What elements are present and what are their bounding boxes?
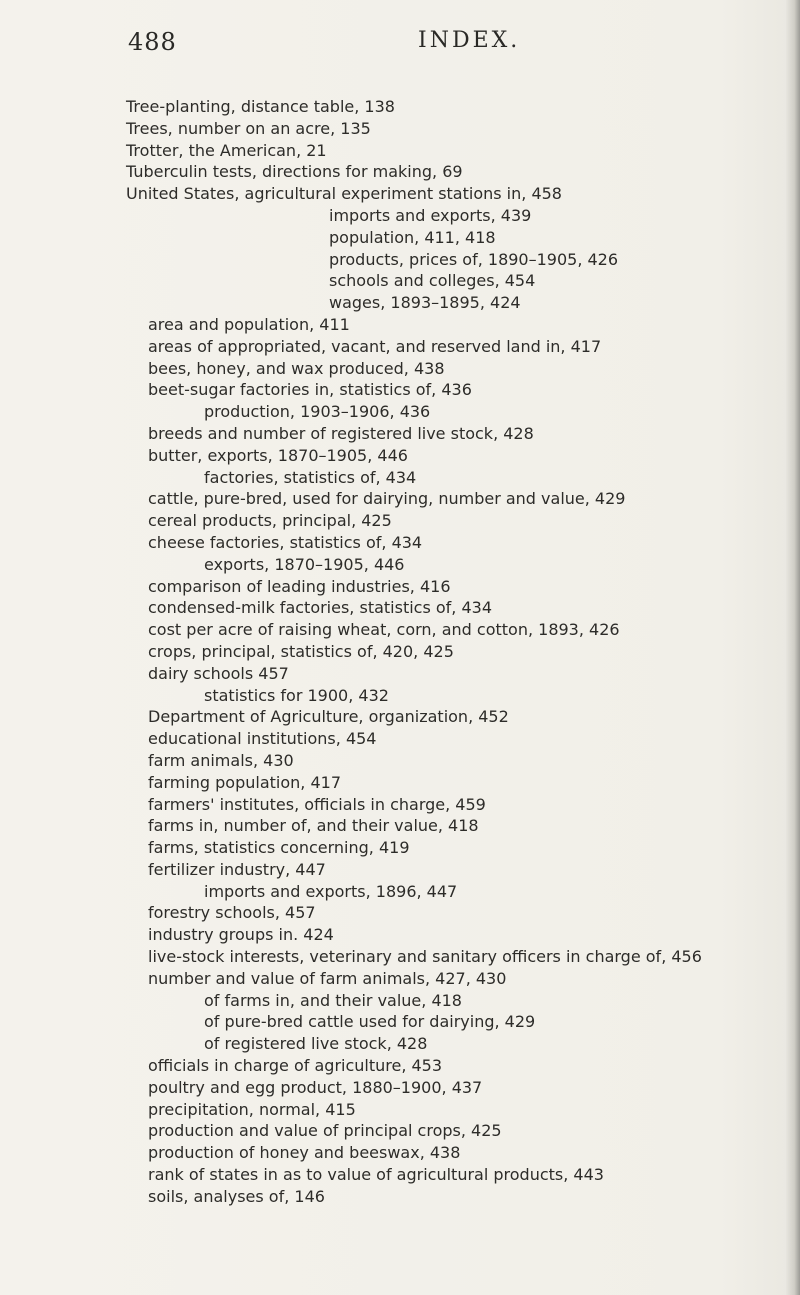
index-entry: dairy schools 457	[148, 663, 289, 683]
index-entry: areas of appropriated, vacant, and reserved land in, 417	[148, 336, 602, 356]
index-entry: farms, statistics concerning, 419	[148, 838, 410, 858]
page-edge-shadow	[786, 0, 800, 1295]
index-entry: Trees, number on an acre, 135	[126, 118, 371, 138]
index-entries	[0, 96, 800, 1208]
index-entry: precipitation, normal, 415	[148, 1099, 356, 1119]
index-entry: Trotter, the American, 21	[126, 140, 327, 160]
index-entry: production of honey and beeswax, 438	[148, 1143, 461, 1163]
index-entry: rank of states in as to value of agricultural products, 443	[148, 1165, 604, 1185]
page-number: 488	[128, 28, 177, 56]
index-entry: of farms in, and their value, 418	[204, 990, 462, 1010]
index-entry: statistics for 1900, 432	[204, 685, 389, 705]
index-entry: of registered live stock, 428	[204, 1034, 428, 1054]
index-entry: Department of Agriculture, organization, 452	[148, 707, 509, 727]
index-entry: farming population, 417	[148, 772, 341, 792]
index-entry: cattle, pure-bred, used for dairying, number and value, 429	[148, 489, 626, 509]
index-entry: imports and exports, 439	[329, 205, 532, 225]
index-entry: exports, 1870–1905, 446	[204, 554, 405, 574]
index-entry: fertilizer industry, 447	[148, 859, 326, 879]
index-entry: poultry and egg product, 1880–1900, 437	[148, 1077, 483, 1097]
index-entry: industry groups in. 424	[148, 925, 334, 945]
index-entry: cost per acre of raising wheat, corn, and cotton, 1893, 426	[148, 620, 620, 640]
index-entry: soils, analyses of, 146	[148, 1186, 325, 1206]
index-entry: schools and colleges, 454	[329, 271, 536, 291]
index-entry: crops, principal, statistics of, 420, 425	[148, 641, 454, 661]
index-entry: cereal products, principal, 425	[148, 511, 392, 531]
index-entry: breeds and number of registered live stock, 428	[148, 423, 534, 443]
index-entry: farmers' institutes, officials in charge, 459	[148, 794, 486, 814]
index-entry: cheese factories, statistics of, 434	[148, 532, 423, 552]
index-entry: farms in, number of, and their value, 418	[148, 816, 479, 836]
index-entry: products, prices of, 1890–1905, 426	[329, 249, 619, 269]
index-entry: Tree-planting, distance table, 138	[126, 97, 395, 116]
index-entry: area and population, 411	[148, 314, 350, 334]
index-entry: beet-sugar factories in, statistics of, 436	[148, 380, 472, 400]
index-entry: Tuberculin tests, directions for making, 69	[126, 162, 463, 182]
index-entry: live-stock interests, veterinary and sanitary officers in charge of, 456	[148, 947, 702, 967]
index-entry: comparison of leading industries, 416	[148, 576, 451, 596]
index-entry: forestry schools, 457	[148, 903, 316, 923]
page-header	[0, 28, 800, 68]
index-entry: production and value of principal crops, 425	[148, 1121, 502, 1141]
index-entry: condensed-milk factories, statistics of, 434	[148, 598, 493, 618]
index-entry: wages, 1893–1895, 424	[329, 293, 521, 313]
index-entry: farm animals, 430	[148, 750, 294, 770]
index-entry: of pure-bred cattle used for dairying, 429	[204, 1012, 536, 1032]
index-entry: population, 411, 418	[329, 227, 496, 247]
index-entry: production, 1903–1906, 436	[204, 402, 431, 422]
index-entry: number and value of farm animals, 427, 430	[148, 968, 507, 988]
index-entry: butter, exports, 1870–1905, 446	[148, 445, 408, 465]
running-head: INDEX.	[418, 28, 521, 53]
index-entry: factories, statistics of, 434	[204, 467, 417, 487]
index-entry: educational institutions, 454	[148, 729, 377, 749]
index-entry: officials in charge of agriculture, 453	[148, 1056, 443, 1076]
index-entry: United States, agricultural experiment stations in, 458	[126, 184, 562, 204]
index-entry: imports and exports, 1896, 447	[204, 881, 458, 901]
index-entry: bees, honey, and wax produced, 438	[148, 358, 445, 378]
